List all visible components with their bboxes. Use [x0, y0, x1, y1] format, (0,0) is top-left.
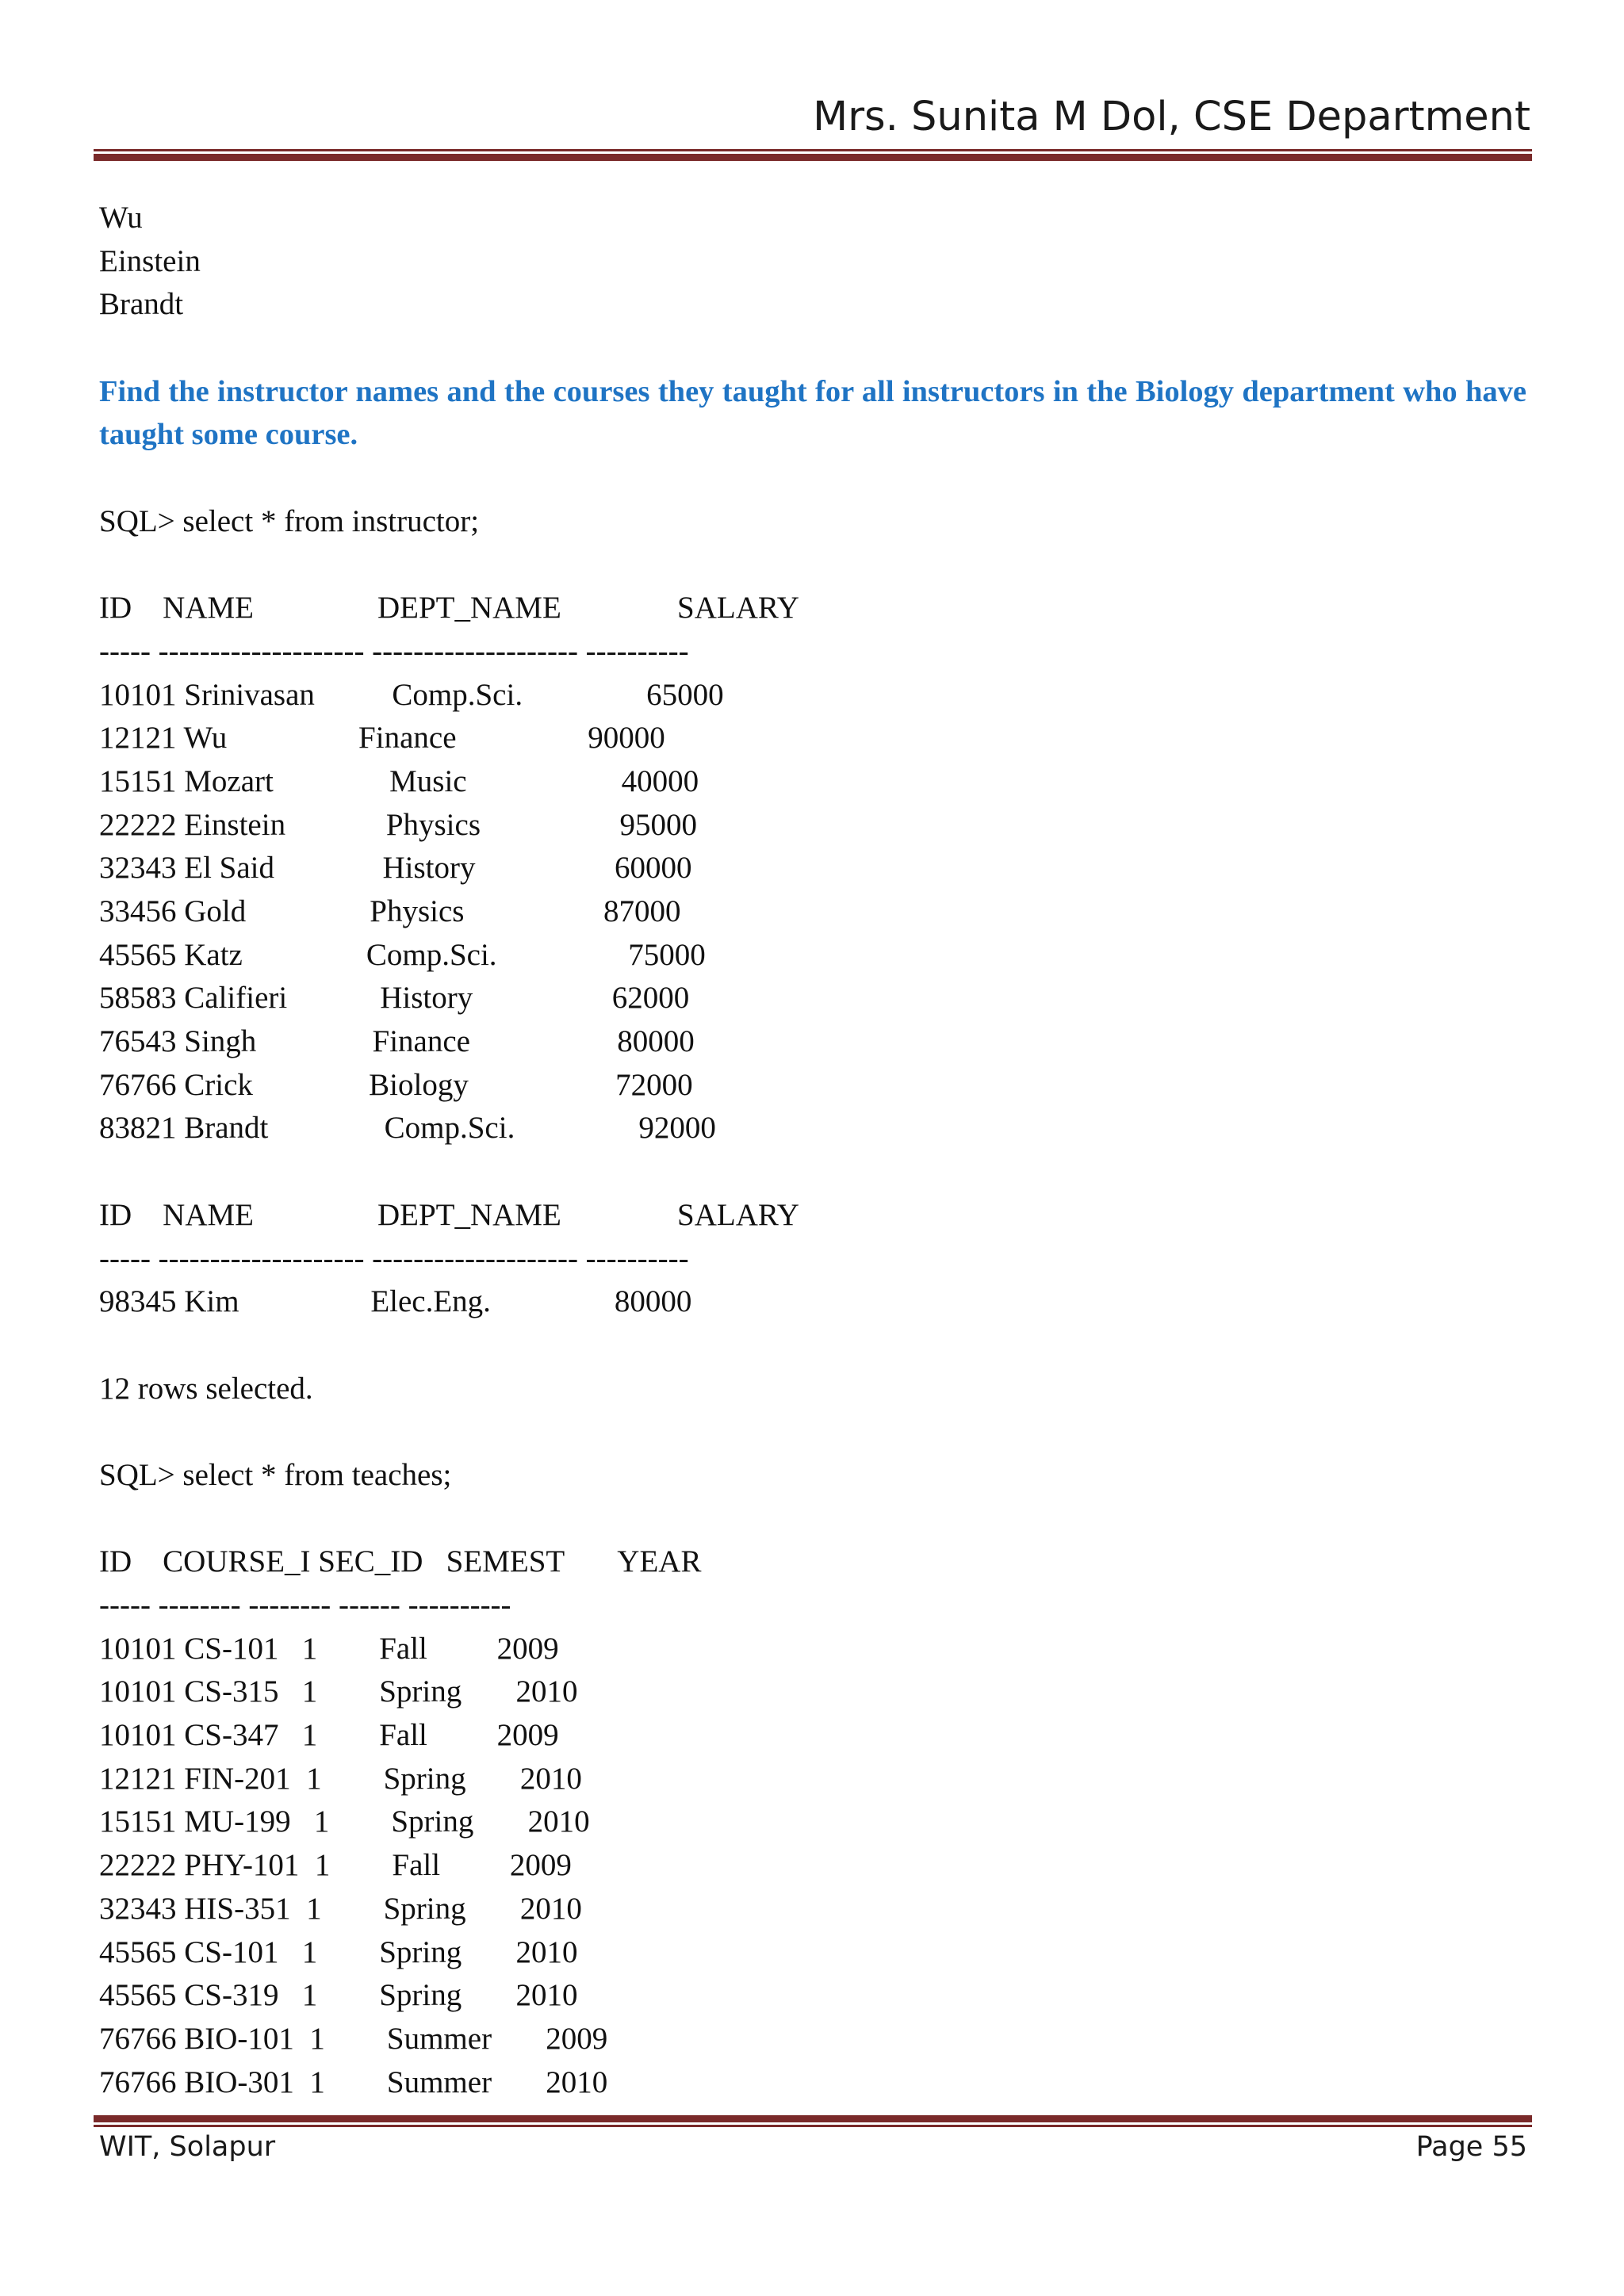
table-row: 22222 PHY-101 1 Fall 2009: [99, 1848, 572, 1883]
header-divider: [94, 149, 1532, 161]
table-header: ID COURSE_I SEC_ID SEMEST YEAR: [99, 1544, 702, 1579]
table-row: 10101 CS-347 1 Fall 2009: [99, 1718, 559, 1753]
sql-command: SQL> select * from instructor;: [99, 503, 480, 538]
question-heading: Find the instructor names and the courses they taught for all instructors in the Biology department who have taught some course.: [99, 374, 1526, 452]
document-body: [99, 197, 1526, 2104]
table-row: 76766 Crick Biology 72000: [99, 1067, 693, 1102]
table-row: 76766 BIO-101 1 Summer 2009: [99, 2021, 608, 2056]
table-row: 45565 CS-101 1 Spring 2010: [99, 1934, 578, 1969]
footer-page-number: Page 55: [1415, 2131, 1527, 2163]
table-row: 12121 FIN-201 1 Spring 2010: [99, 1761, 582, 1796]
table-separator: ----- -------------------- -------------------- ----------: [99, 1241, 689, 1276]
instructor-table-continued: [99, 1280, 1526, 1324]
table-row: 32343 HIS-351 1 Spring 2010: [99, 1891, 582, 1926]
table-row: 98345 Kim Elec.Eng. 80000: [99, 1284, 692, 1319]
table-row: 22222 Einstein Physics 95000: [99, 807, 698, 842]
rows-selected-note: 12 rows selected.: [99, 1371, 313, 1406]
table-row: 76766 BIO-301 1 Summer 2010: [99, 2064, 608, 2099]
table-row: 83821 Brandt Comp.Sci. 92000: [99, 1111, 716, 1146]
table-row: 15151 Mozart Music 40000: [99, 763, 699, 798]
result-line: Brandt: [99, 287, 184, 322]
result-line: Wu: [99, 201, 143, 235]
table-separator: ----- -------- -------- ------ ----------: [99, 1588, 511, 1623]
table-row: 10101 Srinivasan Comp.Sci. 65000: [99, 677, 724, 712]
table-row: 45565 CS-319 1 Spring 2010: [99, 1978, 578, 2013]
table-separator: ----- -------------------- -------------------- ----------: [99, 633, 689, 668]
table-row: 32343 El Said History 60000: [99, 851, 692, 886]
table-header: ID NAME DEPT_NAME SALARY: [99, 591, 799, 626]
result-line: Einstein: [99, 243, 201, 278]
table-row: 12121 Wu Finance 90000: [99, 721, 665, 756]
table-row: 10101 CS-101 1 Fall 2009: [99, 1631, 559, 1666]
footer-institution: WIT, Solapur: [99, 2131, 276, 2163]
footer-divider: [94, 2115, 1532, 2127]
sql-command: SQL> select * from teaches;: [99, 1457, 452, 1492]
teaches-table: [99, 1628, 1526, 2105]
table-row: 45565 Katz Comp.Sci. 75000: [99, 937, 706, 972]
table-row: 33456 Gold Physics 87000: [99, 894, 681, 929]
table-row: 76543 Singh Finance 80000: [99, 1024, 695, 1059]
instructor-table: [99, 674, 1526, 1151]
table-row: 10101 CS-315 1 Spring 2010: [99, 1674, 578, 1709]
table-row: 58583 Califieri History 62000: [99, 981, 690, 1016]
table-header: ID NAME DEPT_NAME SALARY: [99, 1197, 799, 1232]
table-row: 15151 MU-199 1 Spring 2010: [99, 1804, 590, 1839]
page-header-title: Mrs. Sunita M Dol, CSE Department: [813, 94, 1530, 140]
